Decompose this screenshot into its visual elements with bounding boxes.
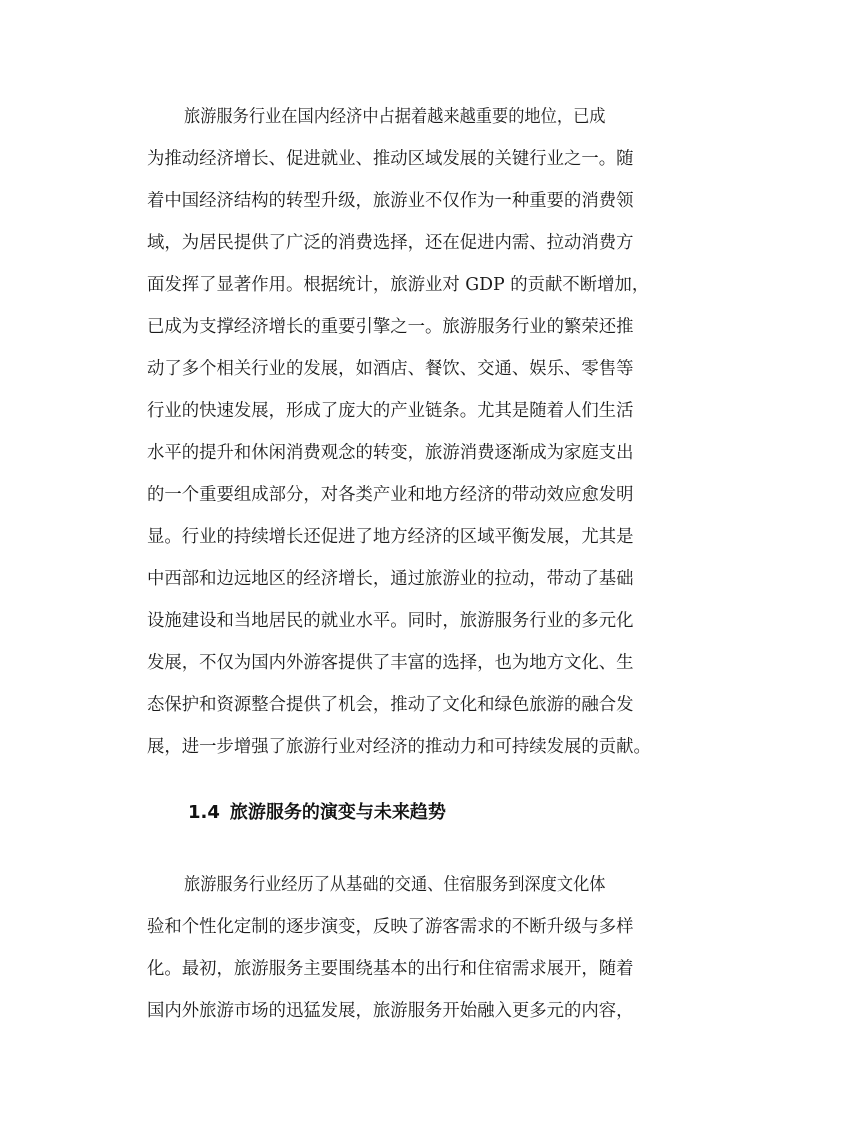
- paragraph-line: 验和个性化定制的逐步演变，反映了游客需求的不断升级与多样: [147, 917, 634, 937]
- paragraph-line: 显。行业的持续增长还促进了地方经济的区域平衡发展，尤其是: [147, 527, 634, 547]
- paragraph-line: 行业的快速发展，形成了庞大的产业链条。尤其是随着人们生活: [147, 401, 634, 421]
- section-heading: [188, 800, 446, 826]
- paragraph-line: 的一个重要组成部分，对各类产业和地方经济的带动效应愈发明: [147, 485, 634, 505]
- paragraph-line: 水平的提升和休闲消费观念的转变，旅游消费逐渐成为家庭支出: [147, 443, 634, 463]
- paragraph-line: 已成为支撑经济增长的重要引擎之一。旅游服务行业的繁荣还推: [147, 317, 634, 337]
- section-title: 旅游服务的演变与未来趋势: [229, 802, 446, 823]
- paragraph-line: 展，进一步增强了旅游行业对经济的推动力和可持续发展的贡献。: [147, 737, 651, 757]
- paragraph-line: 国内外旅游市场的迅猛发展，旅游服务开始融入更多元的内容，: [147, 1001, 634, 1021]
- paragraph-line: 化。最初，旅游服务主要围绕基本的出行和住宿需求展开，随着: [147, 959, 634, 979]
- section-number: 1.4: [188, 802, 220, 823]
- paragraph-line: 旅游服务行业经历了从基础的交通、住宿服务到深度文化体: [184, 875, 606, 895]
- paragraph-line: 为推动经济增长、促进就业、推动区域发展的关键行业之一。随: [147, 149, 634, 169]
- paragraph-line: 旅游服务行业在国内经济中占据着越来越重要的地位，已成: [184, 107, 606, 127]
- paragraph-line: 域，为居民提供了广泛的消费选择，还在促进内需、拉动消费方: [147, 233, 634, 253]
- paragraph-line: 动了多个相关行业的发展，如酒店、餐饮、交通、娱乐、零售等: [147, 359, 634, 379]
- paragraph-line: 中西部和边远地区的经济增长，通过旅游业的拉动，带动了基础: [147, 569, 634, 589]
- paragraph-line: 设施建设和当地居民的就业水平。同时，旅游服务行业的多元化: [147, 611, 634, 631]
- paragraph-line: 态保护和资源整合提供了机会，推动了文化和绿色旅游的融合发: [147, 695, 634, 715]
- paragraph-line: 发展，不仅为国内外游客提供了丰富的选择，也为地方文化、生: [147, 653, 634, 673]
- paragraph-line: 着中国经济结构的转型升级，旅游业不仅作为一种重要的消费领: [147, 191, 634, 211]
- paragraph-line: 面发挥了显著作用。根据统计，旅游业对 GDP 的贡献不断增加，: [147, 275, 650, 295]
